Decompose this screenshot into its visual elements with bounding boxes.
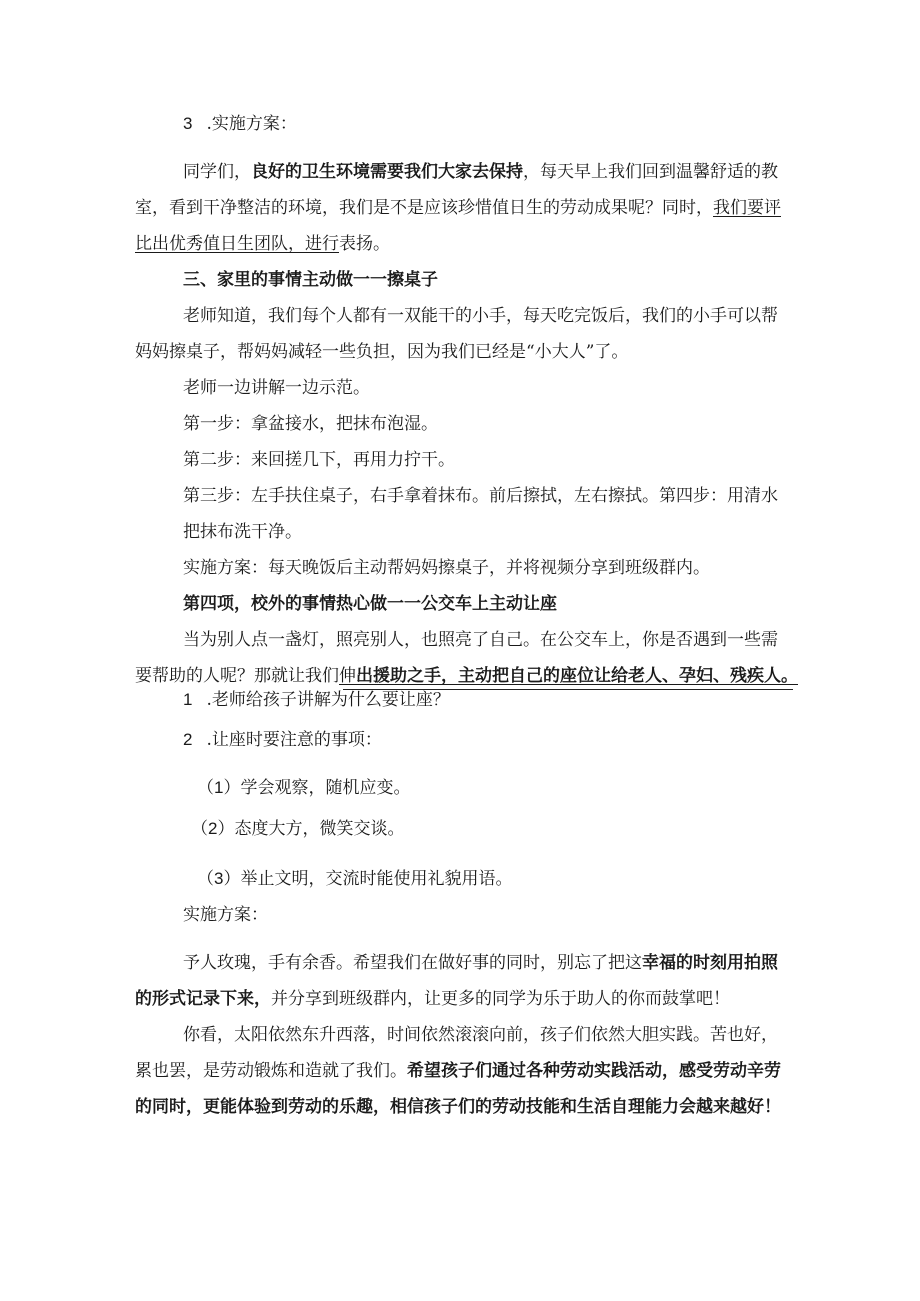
text-run: ，每天早上我们回到温馨舒适的教 xyxy=(523,162,778,182)
step-line: 第一步：拿盆接水，把抹布泡湿。 xyxy=(183,414,438,434)
paragraph-line xyxy=(183,951,778,975)
text-run: 态度大方，微笑交谈。 xyxy=(234,819,405,839)
list-number: （1） xyxy=(197,778,241,797)
paragraph-line xyxy=(135,987,730,1011)
text-run: .让座时要注意的事项： xyxy=(206,730,382,750)
paragraph-line xyxy=(135,196,781,220)
paragraph-line xyxy=(135,664,798,688)
bold-underlined-text-run: 出援助之手，主动把自己的座位让给老人、孕妇、残疾人。 xyxy=(356,666,798,686)
underlined-text-run: 我们要评 xyxy=(713,198,781,218)
list-number: （3） xyxy=(197,869,241,888)
list-number: 1 xyxy=(183,690,193,709)
step-line: 第三步：左手扶住桌子，右手拿着抹布。前后擦拭，左右擦拭。第四步：用清水 xyxy=(183,486,778,506)
list-item xyxy=(183,728,382,752)
paragraph-line: 实施方案：每天晚饭后主动帮妈妈擦桌子，并将视频分享到班级群内。 xyxy=(183,558,710,578)
underlined-text-run: 比出优秀值日生团队，进行 xyxy=(135,234,339,254)
list-number: 3 xyxy=(183,114,193,133)
paragraph-line: 老师一边讲解一边示范。 xyxy=(183,378,370,398)
paragraph-line: 你看，太阳依然东升西落，时间依然滚滚向前，孩子们依然大胆实践。苦也好， xyxy=(183,1025,778,1045)
paragraph-line xyxy=(135,232,390,256)
list-number: （2） xyxy=(191,819,235,838)
paragraph-line: 当为别人点一盏灯，照亮别人，也照亮了自己。在公交车上，你是否遇到一些需 xyxy=(183,630,778,650)
list-number: 2 xyxy=(183,730,193,749)
section-heading: 三、家里的事情主动做一一擦桌子 xyxy=(183,270,438,290)
text-run: 学会观察，随机应变。 xyxy=(240,778,411,798)
paragraph-line: 老师知道，我们每个人都有一双能干的小手，每天吃完饭后，我们的小手可以帮 xyxy=(183,306,778,326)
bold-text-run: 希望孩子们通过各种劳动实践活动，感受劳动辛劳 xyxy=(407,1061,781,1081)
underlined-text-run: 伸 xyxy=(339,666,356,686)
section-heading-implementation xyxy=(183,112,297,136)
list-item xyxy=(191,817,404,841)
paragraph-line: 实施方案： xyxy=(183,905,268,925)
text-run: 室，看到干净整洁的环境，我们是不是应该珍惜值日生的劳动成果呢？同时， xyxy=(135,198,713,218)
text-run: 累也罢，是劳动锻炼和造就了我们。 xyxy=(135,1061,407,1081)
bold-text-run: 幸福的时刻用拍照 xyxy=(642,953,778,973)
step-line: 第二步：来回搓几下，再用力拧干。 xyxy=(183,450,455,470)
list-item xyxy=(197,867,512,891)
text-run: 要帮助的人呢？那就让我们 xyxy=(135,666,339,686)
bold-text-run: 良好的卫生环境需要我们大家去保持 xyxy=(251,162,523,182)
bold-text-run: 的形式记录下来， xyxy=(135,989,271,1009)
list-item xyxy=(197,776,410,800)
paragraph-line xyxy=(183,160,778,184)
text-run: 并分享到班级群内，让更多的同学为乐于助人的你而鼓掌吧！ xyxy=(271,989,730,1009)
list-item xyxy=(183,688,450,712)
text-run: .老师给孩子讲解为什么要让座？ xyxy=(206,690,450,710)
paragraph-line: 的同时，更能体验到劳动的乐趣，相信孩子们的劳动技能和生活自理能力会越来越好！ xyxy=(135,1097,781,1117)
section-heading: 第四项，校外的事情热心做一一公交车上主动让座 xyxy=(183,594,557,614)
text-run: 同学们， xyxy=(183,162,251,182)
text-run: 表扬。 xyxy=(339,234,390,254)
text-run: .实施方案： xyxy=(206,114,297,134)
step-line: 把抹布洗干净。 xyxy=(183,522,302,542)
paragraph-line xyxy=(135,1059,781,1083)
text-run: 举止文明，交流时能使用礼貌用语。 xyxy=(240,869,513,889)
text-run: 予人玫瑰，手有余香。希望我们在做好事的同时，别忘了把这 xyxy=(183,953,642,973)
paragraph-line: 妈妈擦桌子，帮妈妈减轻一些负担，因为我们已经是“小大人”了。 xyxy=(135,342,629,362)
